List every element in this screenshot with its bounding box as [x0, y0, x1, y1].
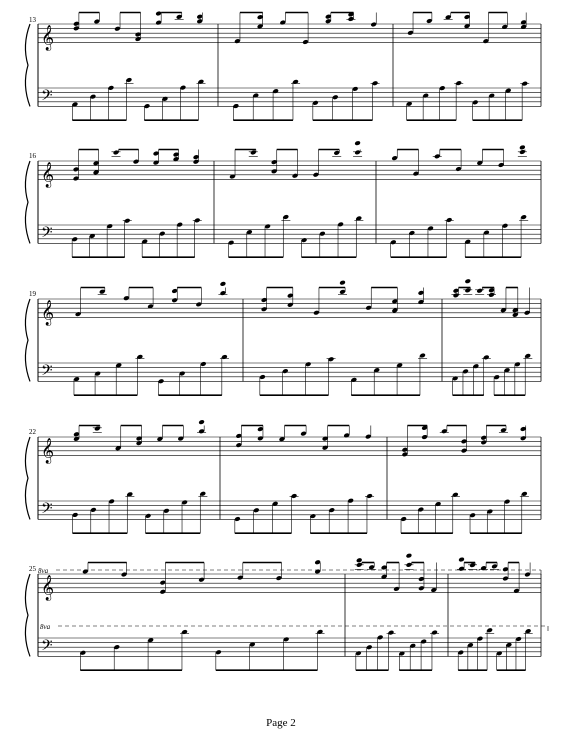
page-footer: Page 2 [266, 717, 296, 729]
notehead [198, 419, 205, 425]
ottava-mark-treble: 8va [38, 567, 49, 575]
brace [25, 437, 30, 519]
notehead [220, 281, 227, 287]
notehead [356, 557, 363, 563]
treble-clef: 𝄞 [41, 575, 55, 601]
bass-clef: 𝄢 [41, 361, 53, 383]
treble-clef: 𝄞 [41, 162, 55, 188]
brace [25, 161, 30, 243]
brace [25, 299, 30, 381]
notehead [519, 145, 526, 151]
measure-number-13: 13 [29, 16, 36, 24]
bass-clef: 𝄢 [41, 223, 53, 245]
treble-clef: 𝄞 [41, 438, 55, 464]
notehead [464, 278, 471, 284]
measure-number-25: 25 [29, 565, 36, 573]
brace [25, 24, 30, 106]
ottava-mark-bass: 8va [40, 623, 51, 631]
bass-clef: 𝄢 [41, 636, 53, 658]
notehead [458, 557, 465, 563]
notehead [339, 280, 346, 286]
notehead [354, 140, 361, 146]
treble-clef: 𝄞 [41, 300, 55, 326]
bass-clef: 𝄢 [41, 499, 53, 521]
measure-number-16: 16 [29, 152, 36, 160]
brace [25, 574, 30, 656]
measure-number-19: 19 [29, 290, 36, 298]
treble-clef: 𝄞 [41, 25, 55, 51]
measure-number-22: 22 [29, 428, 36, 436]
notehead [406, 553, 413, 559]
bass-clef: 𝄢 [41, 86, 53, 108]
